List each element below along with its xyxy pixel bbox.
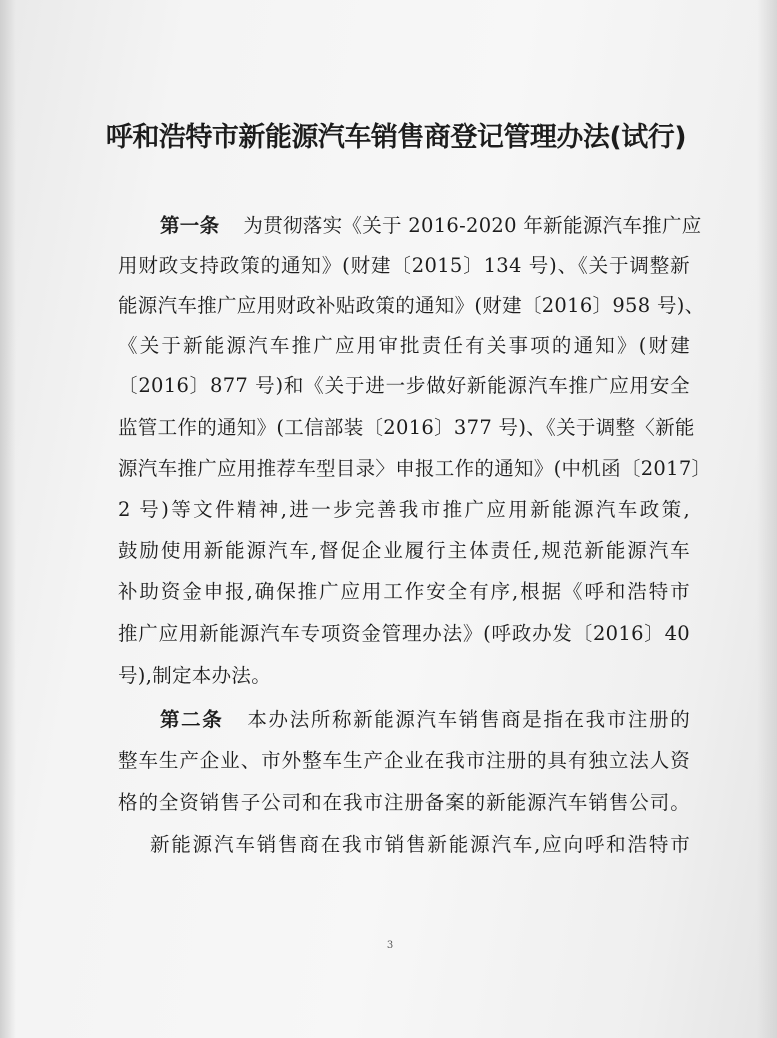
article-1-line: 《关于新能源汽车推广应用审批责任有关事项的通知》(财建 <box>118 334 690 357</box>
article-1-line: 推广应用新能源汽车专项资金管理办法》(呼政办发〔2016〕40 <box>118 622 690 645</box>
article-1-text: 为贯彻落实《关于 2016-2020 年新能源汽车推广应 <box>243 214 702 237</box>
article-2-line-1 <box>160 705 690 735</box>
article-2-heading: 第二条 <box>160 708 224 731</box>
article-1-line: 2 号)等文件精神,进一步完善我市推广应用新能源汽车政策, <box>118 498 690 521</box>
article-1-line: 源汽车推广应用推荐车型目录〉申报工作的通知》(中机函〔2017〕 <box>118 457 712 480</box>
page-edge-shadow-left <box>0 0 16 1038</box>
article-1-line: 能源汽车推广应用财政补贴政策的通知》(财建〔2016〕958 号)、 <box>118 294 705 317</box>
article-1-heading: 第一条 <box>160 214 220 237</box>
article-1-line: 鼓励使用新能源汽车,督促企业履行主体责任,规范新能源汽车 <box>118 539 690 562</box>
article-1-line: 监管工作的通知》(工信部装〔2016〕377 号)、《关于调整〈新能 <box>118 416 695 439</box>
article-1-line: 号),制定本办法。 <box>118 664 272 687</box>
article-2-text: 本办法所称新能源汽车销售商是指在我市注册的 <box>247 708 690 731</box>
paragraph-3-line: 新能源汽车销售商在我市销售新能源汽车,应向呼和浩特市 <box>150 833 690 856</box>
article-2-line: 格的全资销售子公司和在我市注册备案的新能源汽车销售公司。 <box>118 791 690 814</box>
page-number: 3 <box>386 940 394 951</box>
page-edge-shadow-right <box>757 0 777 1038</box>
article-1-line: 补助资金申报,确保推广应用工作安全有序,根据《呼和浩特市 <box>118 580 690 603</box>
document-title: 呼和浩特市新能源汽车销售商登记管理办法(试行) <box>105 122 687 153</box>
article-1-line: 用财政支持政策的通知》(财建〔2015〕134 号)、《关于调整新 <box>118 254 690 277</box>
article-1-line-1 <box>160 211 702 241</box>
article-1-line: 〔2016〕877 号)和《关于进一步做好新能源汽车推广应用安全 <box>118 374 690 397</box>
article-2-line: 整车生产企业、市外整车生产企业在我市注册的具有独立法人资 <box>118 749 690 772</box>
